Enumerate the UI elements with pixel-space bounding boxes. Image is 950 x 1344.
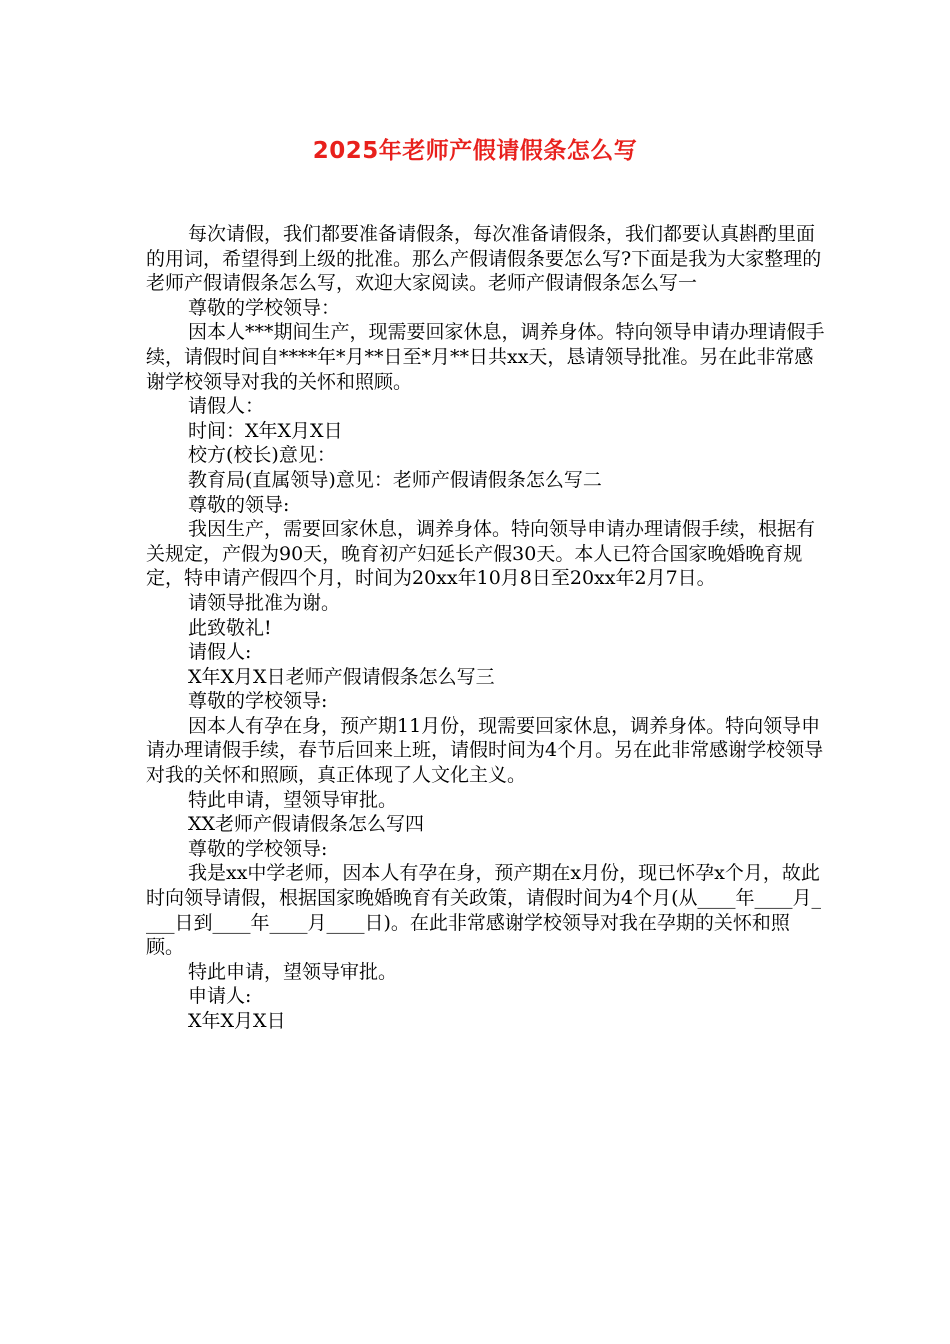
paragraph: 尊敬的学校领导: xyxy=(188,690,328,713)
paragraph: 此致敬礼! xyxy=(188,616,272,639)
paragraph: XX老师产假请假条怎么写四 xyxy=(188,813,425,836)
document-body xyxy=(146,222,826,1034)
paragraph: 特此申请，望领导审批。 xyxy=(188,960,398,983)
document-title: 2025年老师产假请假条怎么写 xyxy=(312,138,638,164)
paragraph: 申请人: xyxy=(188,985,252,1008)
paragraph: 因本人***期间生产，现需要回家休息，调养身体。特向领导申请办理请假手续，请假时间自****年*月**日至*月**日共xx天，恳请领导批准。另在此非常感谢学校领导对我的关怀和照顾。 xyxy=(146,321,825,393)
paragraph: 每次请假，我们都要准备请假条，每次准备请假条，我们都要认真斟酌里面的用词，希望得到上级的批准。那么产假请假条要怎么写?下面是我为大家整理的老师产假请假条怎么写，欢迎大家阅读。老师产假请假条怎么写一 xyxy=(146,223,822,295)
paragraph: 尊敬的领导: xyxy=(188,493,290,516)
paragraph: 我因生产，需要回家休息，调养身体。特向领导申请办理请假手续，根据有关规定，产假为90天，晚育初产妇延长产假30天。本人已符合国家晚婚晚育规定，特申请产假四个月，时间为20xx年10月8日至20xx年2月7日。 xyxy=(146,518,816,590)
paragraph: 尊敬的学校领导： xyxy=(188,296,341,319)
paragraph: 请领导批准为谢。 xyxy=(188,591,341,614)
paragraph: X年X月X日 xyxy=(188,1010,286,1032)
paragraph: 请假人: xyxy=(188,641,252,664)
paragraph: 教育局(直属领导)意见：老师产假请假条怎么写二 xyxy=(188,468,602,491)
paragraph: X年X月X日老师产假请假条怎么写三 xyxy=(188,665,495,688)
paragraph: 特此申请，望领导审批。 xyxy=(188,788,398,811)
paragraph: 因本人有孕在身，预产期11月份，现需要回家休息，调养身体。特向领导申请办理请假手续，春节后回来上班，请假时间为4个月。另在此非常感谢学校领导对我的关怀和照顾，真正体现了人文化主义。 xyxy=(146,714,824,787)
paragraph: 尊敬的学校领导: xyxy=(188,837,328,860)
paragraph: 请假人： xyxy=(188,395,265,418)
paragraph: 我是xx中学老师，因本人有孕在身，预产期在x月份，现已怀孕x个月，故此时向领导请假，根据国家晚婚晚育有关政策，请假时间为4个月(从____年____月____日到____年____月____日)。在此非常感谢学校领导对我在孕期的关怀和照顾。 xyxy=(146,862,822,959)
paragraph: 时间：X年X月X日 xyxy=(188,419,343,442)
paragraph: 校方(校长)意见： xyxy=(188,444,336,467)
